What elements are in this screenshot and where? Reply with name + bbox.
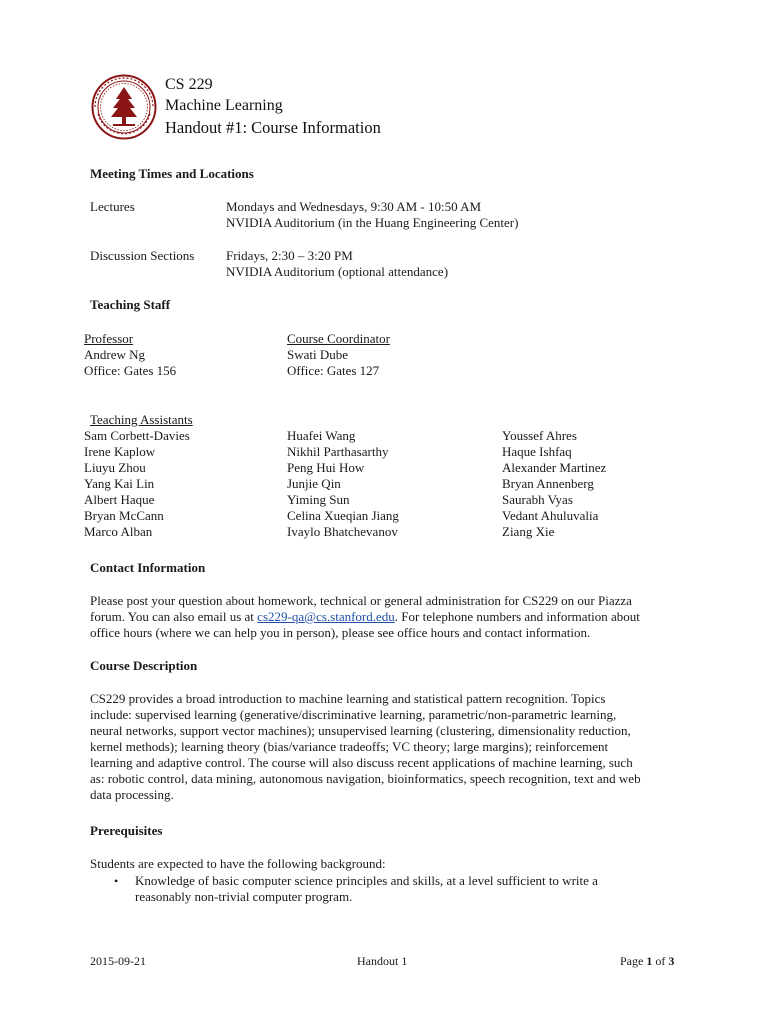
description-line: CS229 provides a broad introduction to machine learning and statistical pattern recognition. Topics bbox=[90, 691, 606, 706]
ta-name: Celina Xueqian Jiang bbox=[287, 508, 399, 523]
ta-name: Alexander Martinez bbox=[502, 460, 607, 475]
ta-name: Bryan Annenberg bbox=[502, 476, 594, 491]
prereq-bullet-line: Knowledge of basic computer science principles and skills, at a level sufficient to write a bbox=[135, 873, 598, 888]
of-word: of bbox=[652, 954, 669, 968]
lectures-place: NVIDIA Auditorium (in the Huang Engineering Center) bbox=[226, 215, 519, 230]
description-heading: Course Description bbox=[90, 658, 198, 673]
ta-column-2 bbox=[287, 428, 399, 540]
prereq-heading: Prerequisites bbox=[90, 823, 163, 838]
description-line: data processing. bbox=[90, 787, 174, 802]
course-name: Machine Learning bbox=[165, 97, 283, 114]
footer-center: Handout 1 bbox=[357, 954, 408, 968]
sections-label: Discussion Sections bbox=[90, 248, 195, 263]
staff-heading: Teaching Staff bbox=[90, 297, 171, 312]
ta-name: Youssef Ahres bbox=[502, 428, 577, 443]
contact-line: office hours (where we can help you in person), please see office hours and contact information. bbox=[90, 625, 591, 640]
ta-name: Peng Hui How bbox=[287, 460, 365, 475]
coordinator-office: Office: Gates 127 bbox=[287, 363, 380, 378]
ta-name: Yang Kai Lin bbox=[84, 476, 155, 491]
footer-date: 2015-09-21 bbox=[90, 954, 146, 968]
ta-name: Nikhil Parthasarthy bbox=[287, 444, 389, 459]
ta-name: Marco Alban bbox=[84, 524, 153, 539]
course-code: CS 229 bbox=[165, 76, 213, 93]
ta-name: Huafei Wang bbox=[287, 428, 356, 443]
professor-office: Office: Gates 156 bbox=[84, 363, 177, 378]
description-paragraph bbox=[90, 691, 700, 803]
meeting-heading: Meeting Times and Locations bbox=[90, 166, 254, 181]
coordinator-label: Course Coordinator bbox=[287, 331, 390, 346]
description-line: neural networks, support vector machines); unsupervised learning (clustering, dimensionality reduction, bbox=[90, 723, 631, 738]
email-link[interactable]: cs229-qa@cs.stanford.edu bbox=[257, 609, 395, 624]
contact-text: forum. You can also email us at bbox=[90, 609, 258, 624]
ta-name: Saurabh Vyas bbox=[502, 492, 573, 507]
ta-name: Liuyu Zhou bbox=[84, 460, 146, 475]
page-total: 3 bbox=[668, 954, 675, 968]
lectures-time: Mondays and Wednesdays, 9:30 AM - 10:50 AM bbox=[226, 199, 482, 214]
prereq-intro: Students are expected to have the following background: bbox=[90, 856, 386, 871]
professor-label: Professor bbox=[84, 331, 134, 346]
description-line: kernel methods); learning theory (bias/variance tradeoffs; VC theory; large margins); reinforcement bbox=[90, 739, 609, 754]
ta-name: Haque Ishfaq bbox=[502, 444, 572, 459]
ta-name: Vedant Ahuluvalia bbox=[502, 508, 599, 523]
contact-paragraph bbox=[90, 593, 690, 641]
page-current: 1 bbox=[646, 954, 653, 968]
contact-line bbox=[90, 609, 690, 625]
ta-column-1 bbox=[84, 428, 190, 540]
ta-name: Irene Kaplow bbox=[84, 444, 156, 459]
ta-name: Yiming Sun bbox=[287, 492, 350, 507]
contact-heading: Contact Information bbox=[90, 560, 206, 575]
lectures-label: Lectures bbox=[90, 199, 135, 214]
ta-name: Ivaylo Bhatchevanov bbox=[287, 524, 398, 539]
professor-name: Andrew Ng bbox=[84, 347, 146, 362]
ta-name: Ziang Xie bbox=[502, 524, 555, 539]
ta-label: Teaching Assistants bbox=[90, 412, 193, 427]
description-line: include: supervised learning (generative/discriminative learning, parametric/non-parametric learning, bbox=[90, 707, 617, 722]
ta-name: Junjie Qin bbox=[287, 476, 341, 491]
ta-name: Bryan McCann bbox=[84, 508, 164, 523]
prereq-bullet-line: reasonably non-trivial computer program. bbox=[135, 889, 353, 904]
ta-column-3 bbox=[502, 428, 606, 540]
description-line: learning and adaptive control. The course will also discuss recent applications of machine learning, such bbox=[90, 755, 633, 770]
sections-place: NVIDIA Auditorium (optional attendance) bbox=[226, 264, 449, 279]
ta-name: Albert Haque bbox=[84, 492, 155, 507]
coordinator-name: Swati Dube bbox=[287, 347, 349, 362]
bullet-icon: • bbox=[114, 874, 119, 888]
handout-title: Handout #1: Course Information bbox=[165, 118, 381, 137]
sections-time: Fridays, 2:30 – 3:20 PM bbox=[226, 248, 353, 263]
footer-page-number bbox=[620, 953, 674, 969]
ta-name: Sam Corbett-Davies bbox=[84, 428, 190, 443]
page-word: Page bbox=[620, 954, 647, 968]
stanford-seal-icon bbox=[91, 74, 157, 140]
contact-line: Please post your question about homework, technical or general administration for CS229 on our Piazza bbox=[90, 593, 632, 608]
description-line: as: robotic control, data mining, autonomous navigation, bioinformatics, speech recognition, text and web bbox=[90, 771, 641, 786]
contact-text: . For telephone numbers and information about bbox=[394, 609, 640, 624]
